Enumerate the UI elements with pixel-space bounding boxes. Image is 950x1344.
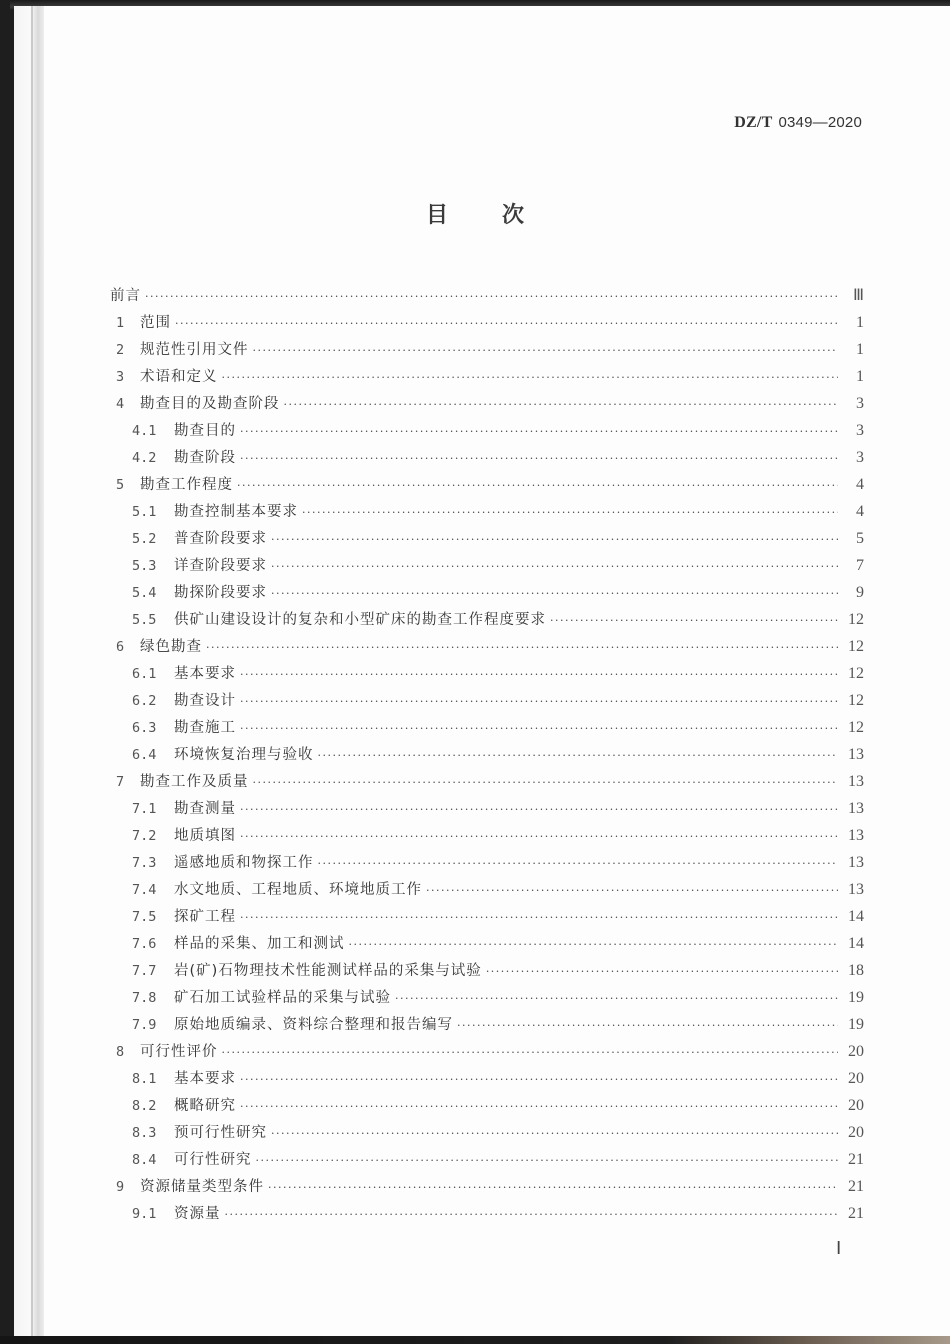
toc-entry-number: 9 [116, 1179, 125, 1195]
toc-dot-leader [268, 1174, 838, 1201]
toc-entry[interactable] [110, 903, 864, 930]
toc-entry-title: 勘查阶段 [174, 450, 236, 466]
toc-entry-page: 14 [848, 935, 864, 952]
toc-entry[interactable] [110, 714, 864, 741]
toc-dot-leader [240, 418, 838, 445]
toc-entry[interactable] [110, 957, 864, 984]
toc-entry[interactable] [110, 525, 864, 552]
toc-entry-title: 范围 [140, 315, 171, 331]
toc-entry-title: 环境恢复治理与验收 [174, 747, 314, 763]
toc-entry-page: 13 [848, 881, 864, 898]
toc-entry-page: 20 [848, 1124, 864, 1141]
toc-entry-title: 可行性研究 [174, 1152, 252, 1168]
toc-entry-number: 5.3 [132, 558, 157, 574]
standard-code-prefix: DZ/T [734, 114, 773, 131]
toc-dot-leader [240, 688, 838, 715]
toc-entry-number: 5.2 [132, 531, 157, 547]
toc-entry-number: 3 [116, 369, 125, 385]
page-number: Ⅰ [836, 1238, 842, 1258]
toc-entry[interactable] [110, 579, 864, 606]
toc-entry[interactable] [110, 1173, 864, 1200]
toc-entry-title: 水文地质、工程地质、环境地质工作 [174, 882, 422, 898]
toc-dot-leader [237, 472, 838, 499]
toc-entry-number: 8.3 [132, 1125, 157, 1141]
toc-entry-page: 19 [848, 989, 864, 1006]
toc-entry[interactable] [110, 552, 864, 579]
toc-entry-number: 7.2 [132, 828, 157, 844]
toc-entry-title: 矿石加工试验样品的采集与试验 [174, 990, 391, 1006]
toc-entry-title: 前言 [110, 288, 141, 304]
toc-entry[interactable] [110, 1119, 864, 1146]
toc-dot-leader [145, 283, 838, 310]
toc-entry-number: 2 [116, 342, 125, 358]
toc-entry-page: 19 [848, 1016, 864, 1033]
toc-entry[interactable] [110, 471, 864, 498]
toc-entry[interactable] [110, 876, 864, 903]
toc-dot-leader [206, 634, 838, 661]
toc-entry-title: 勘查测量 [174, 801, 236, 817]
toc-entry-title: 规范性引用文件 [140, 342, 249, 358]
toc-dot-leader [240, 1066, 838, 1093]
toc-entry-title: 样品的采集、加工和测试 [174, 936, 345, 952]
toc-entry-number: 5.5 [132, 612, 157, 628]
toc-entry[interactable] [110, 1011, 864, 1038]
toc-dot-leader [240, 445, 838, 472]
toc-entry-number: 7.8 [132, 990, 157, 1006]
page-title-char-1: 目 [425, 203, 502, 228]
page-title-char-2: 次 [502, 203, 579, 228]
toc-entry-number: 4.1 [132, 423, 157, 439]
toc-dot-leader [240, 823, 838, 850]
toc-entry-number: 7.3 [132, 855, 157, 871]
toc-entry[interactable] [110, 741, 864, 768]
toc-dot-leader [253, 769, 839, 796]
page-title [0, 198, 950, 229]
toc-entry-page: 12 [848, 638, 864, 655]
toc-entry-number: 6.2 [132, 693, 157, 709]
toc-dot-leader [302, 499, 838, 526]
standard-code-number: 0349—2020 [778, 114, 862, 131]
toc-entry-page: 13 [848, 827, 864, 844]
toc-entry[interactable] [110, 795, 864, 822]
toc-entry-number: 9.1 [132, 1206, 157, 1222]
toc-dot-leader [256, 1147, 839, 1174]
toc-dot-leader [550, 607, 838, 634]
toc-entry-page: 13 [848, 746, 864, 763]
toc-entry-page: 12 [848, 692, 864, 709]
toc-entry-page: 18 [848, 962, 864, 979]
toc-entry[interactable] [110, 849, 864, 876]
toc-entry[interactable] [110, 930, 864, 957]
toc-dot-leader [426, 877, 838, 904]
toc-entry[interactable] [110, 633, 864, 660]
toc-entry-title: 基本要求 [174, 666, 236, 682]
toc-entry-title: 绿色勘查 [140, 639, 202, 655]
toc-entry-number: 7.5 [132, 909, 157, 925]
toc-entry-number: 7.1 [132, 801, 157, 817]
toc-entry-number: 8 [116, 1044, 125, 1060]
toc-entry-title: 概略研究 [174, 1098, 236, 1114]
toc-entry[interactable] [110, 660, 864, 687]
toc-entry-page: 12 [848, 719, 864, 736]
toc-dot-leader [240, 904, 838, 931]
toc-entry-page: 4 [856, 503, 864, 520]
toc-entry[interactable] [110, 984, 864, 1011]
toc-entry-title: 术语和定义 [140, 369, 218, 385]
toc-entry-number: 4.2 [132, 450, 157, 466]
toc-entry[interactable] [110, 822, 864, 849]
toc-entry-title: 岩(矿)石物理技术性能测试样品的采集与试验 [174, 963, 482, 979]
toc-entry-title: 勘查目的及勘查阶段 [140, 396, 280, 412]
toc-dot-leader [240, 715, 838, 742]
toc-entry-page: 20 [848, 1070, 864, 1087]
toc-dot-leader [284, 391, 839, 418]
toc-entry-title: 预可行性研究 [174, 1125, 267, 1141]
toc-dot-leader [271, 580, 838, 607]
toc-dot-leader [318, 850, 839, 877]
toc-entry-title: 资源储量类型条件 [140, 1179, 264, 1195]
toc-entry-page: 21 [848, 1178, 864, 1195]
toc-entry-number: 7.6 [132, 936, 157, 952]
toc-entry-page: 5 [856, 530, 864, 547]
toc-entry[interactable] [110, 1200, 864, 1227]
toc-entry-number: 6.1 [132, 666, 157, 682]
toc-entry[interactable] [110, 282, 864, 309]
toc-entry[interactable] [110, 417, 864, 444]
toc-dot-leader [271, 1120, 838, 1147]
toc-entry[interactable] [110, 363, 864, 390]
toc-entry-number: 6 [116, 639, 125, 655]
toc-entry-title: 基本要求 [174, 1071, 236, 1087]
toc-entry-number: 4 [116, 396, 125, 412]
toc-entry-page: 9 [856, 584, 864, 601]
toc-entry-title: 勘查工作及质量 [140, 774, 249, 790]
toc-entry-page: 12 [848, 611, 864, 628]
toc-entry-page: 20 [848, 1043, 864, 1060]
toc-entry[interactable] [110, 390, 864, 417]
toc-entry-title: 普查阶段要求 [174, 531, 267, 547]
toc-dot-leader [240, 796, 838, 823]
toc-entry-number: 8.1 [132, 1071, 157, 1087]
toc-entry-number: 8.2 [132, 1098, 157, 1114]
toc-entry-title: 勘查设计 [174, 693, 236, 709]
scan-bottom-edge [0, 1336, 950, 1344]
toc-entry-number: 7.7 [132, 963, 157, 979]
toc-entry-page: 4 [856, 476, 864, 493]
toc-dot-leader [222, 1039, 839, 1066]
toc-entry-page: 14 [848, 908, 864, 925]
toc-entry-number: 5 [116, 477, 125, 493]
toc-entry[interactable] [110, 1146, 864, 1173]
toc-dot-leader [175, 310, 838, 337]
toc-entry[interactable] [110, 444, 864, 471]
toc-entry-number: 8.4 [132, 1152, 157, 1168]
toc-entry-title: 勘查目的 [174, 423, 236, 439]
toc-entry-number: 5.4 [132, 585, 157, 601]
toc-dot-leader [395, 985, 838, 1012]
toc-entry-title: 遥感地质和物探工作 [174, 855, 314, 871]
toc-entry-title: 可行性评价 [140, 1044, 218, 1060]
toc-entry-number: 7 [116, 774, 125, 790]
toc-dot-leader [271, 526, 838, 553]
toc-entry[interactable] [110, 768, 864, 795]
toc-entry-page: 20 [848, 1097, 864, 1114]
toc-dot-leader [225, 1201, 839, 1228]
table-of-contents [110, 282, 864, 1227]
toc-entry-page: Ⅲ [852, 287, 864, 304]
toc-entry-page: 1 [856, 368, 864, 385]
toc-entry[interactable] [110, 336, 864, 363]
toc-dot-leader [222, 364, 839, 391]
toc-entry-page: 12 [848, 665, 864, 682]
toc-entry-title: 地质填图 [174, 828, 236, 844]
toc-entry-page: 3 [856, 422, 864, 439]
toc-dot-leader [318, 742, 839, 769]
toc-entry[interactable] [110, 498, 864, 525]
toc-entry-page: 21 [848, 1205, 864, 1222]
toc-entry-page: 1 [856, 341, 864, 358]
toc-entry-title: 探矿工程 [174, 909, 236, 925]
toc-entry[interactable] [110, 309, 864, 336]
toc-entry-title: 勘查工作程度 [140, 477, 233, 493]
toc-dot-leader [240, 661, 838, 688]
toc-entry[interactable] [110, 1065, 864, 1092]
toc-entry-number: 7.4 [132, 882, 157, 898]
toc-dot-leader [457, 1012, 838, 1039]
toc-entry[interactable] [110, 606, 864, 633]
toc-entry-title: 原始地质编录、资料综合整理和报告编写 [174, 1017, 453, 1033]
toc-entry-number: 6.4 [132, 747, 157, 763]
toc-entry-title: 资源量 [174, 1206, 221, 1222]
toc-entry-title: 详查阶段要求 [174, 558, 267, 574]
toc-entry-number: 5.1 [132, 504, 157, 520]
toc-entry-page: 13 [848, 854, 864, 871]
toc-dot-leader [271, 553, 838, 580]
toc-dot-leader [240, 1093, 838, 1120]
toc-dot-leader [349, 931, 839, 958]
toc-entry-page: 1 [856, 314, 864, 331]
standard-code [734, 113, 862, 132]
toc-entry[interactable] [110, 1038, 864, 1065]
toc-entry-title: 供矿山建设设计的复杂和小型矿床的勘查工作程度要求 [174, 612, 546, 628]
toc-entry-number: 1 [116, 315, 125, 331]
toc-entry[interactable] [110, 1092, 864, 1119]
toc-entry[interactable] [110, 687, 864, 714]
toc-entry-page: 3 [856, 395, 864, 412]
toc-entry-page: 13 [848, 800, 864, 817]
toc-dot-leader [253, 337, 839, 364]
toc-entry-title: 勘探阶段要求 [174, 585, 267, 601]
toc-entry-page: 3 [856, 449, 864, 466]
toc-entry-page: 7 [856, 557, 864, 574]
toc-entry-page: 13 [848, 773, 864, 790]
toc-entry-title: 勘查施工 [174, 720, 236, 736]
toc-dot-leader [486, 958, 838, 985]
toc-entry-page: 21 [848, 1151, 864, 1168]
toc-entry-title: 勘查控制基本要求 [174, 504, 298, 520]
toc-entry-number: 7.9 [132, 1017, 157, 1033]
toc-entry-number: 6.3 [132, 720, 157, 736]
